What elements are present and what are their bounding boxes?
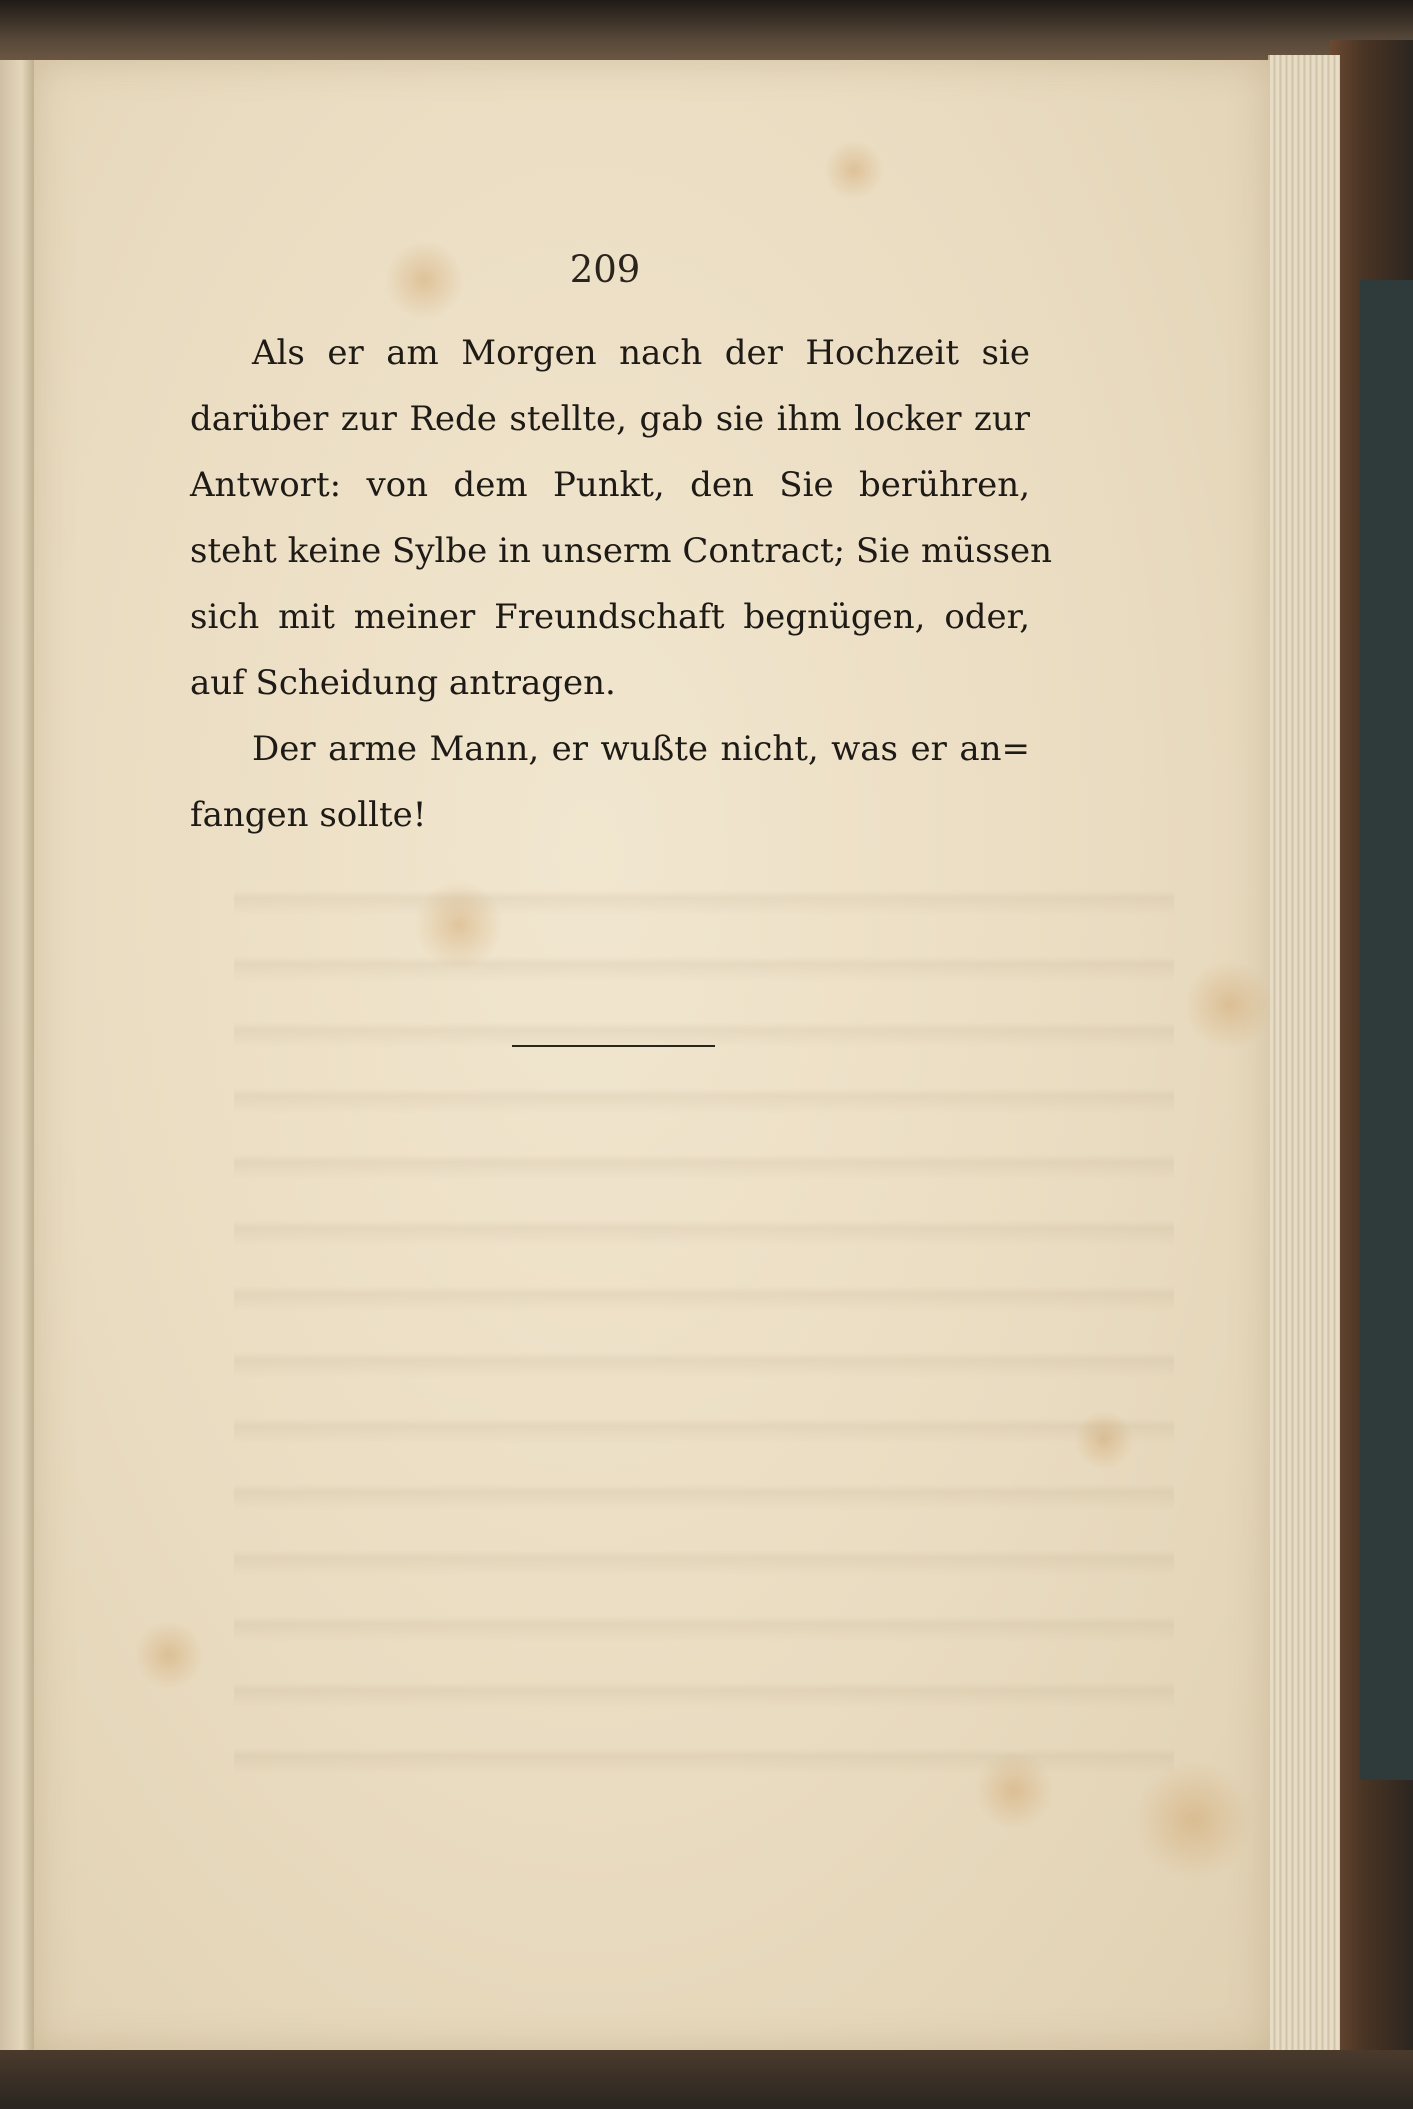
- text-line: steht keine Sylbe in unserm Contract; Sie müssen: [190, 531, 1053, 571]
- book-cover-cloth: [1360, 280, 1413, 1780]
- text-line: sich mit meiner Freundschaft begnügen, oder,: [190, 597, 1030, 637]
- text-line: Als er am Morgen nach der Hochzeit sie: [252, 333, 1030, 373]
- book-cover-bottom-edge: [0, 2050, 1413, 2109]
- foxing-stain: [1184, 960, 1274, 1050]
- text-line: fangen sollte!: [190, 795, 427, 835]
- paragraph: [190, 716, 1030, 848]
- text-line: Der arme Mann, er wußte nicht, was er an=: [252, 729, 1030, 769]
- previous-page-edge: [0, 60, 36, 2050]
- foxing-stain: [824, 140, 884, 200]
- body-text: [190, 320, 1053, 848]
- book-cover-top-edge: [0, 0, 1413, 60]
- paragraph: [190, 320, 1053, 716]
- bleed-through-text: [234, 850, 1174, 1810]
- page-number: 209: [569, 248, 641, 291]
- text-line: auf Scheidung antragen.: [190, 663, 616, 703]
- foxing-stain: [384, 240, 464, 320]
- text-line: darüber zur Rede stellte, gab sie ihm locker zur: [190, 399, 1030, 439]
- text-line: Antwort: von dem Punkt, den Sie berühren,: [190, 465, 1030, 505]
- page-stack-edge: [1268, 55, 1340, 2050]
- foxing-stain: [134, 1620, 204, 1690]
- section-divider: [512, 1045, 715, 1047]
